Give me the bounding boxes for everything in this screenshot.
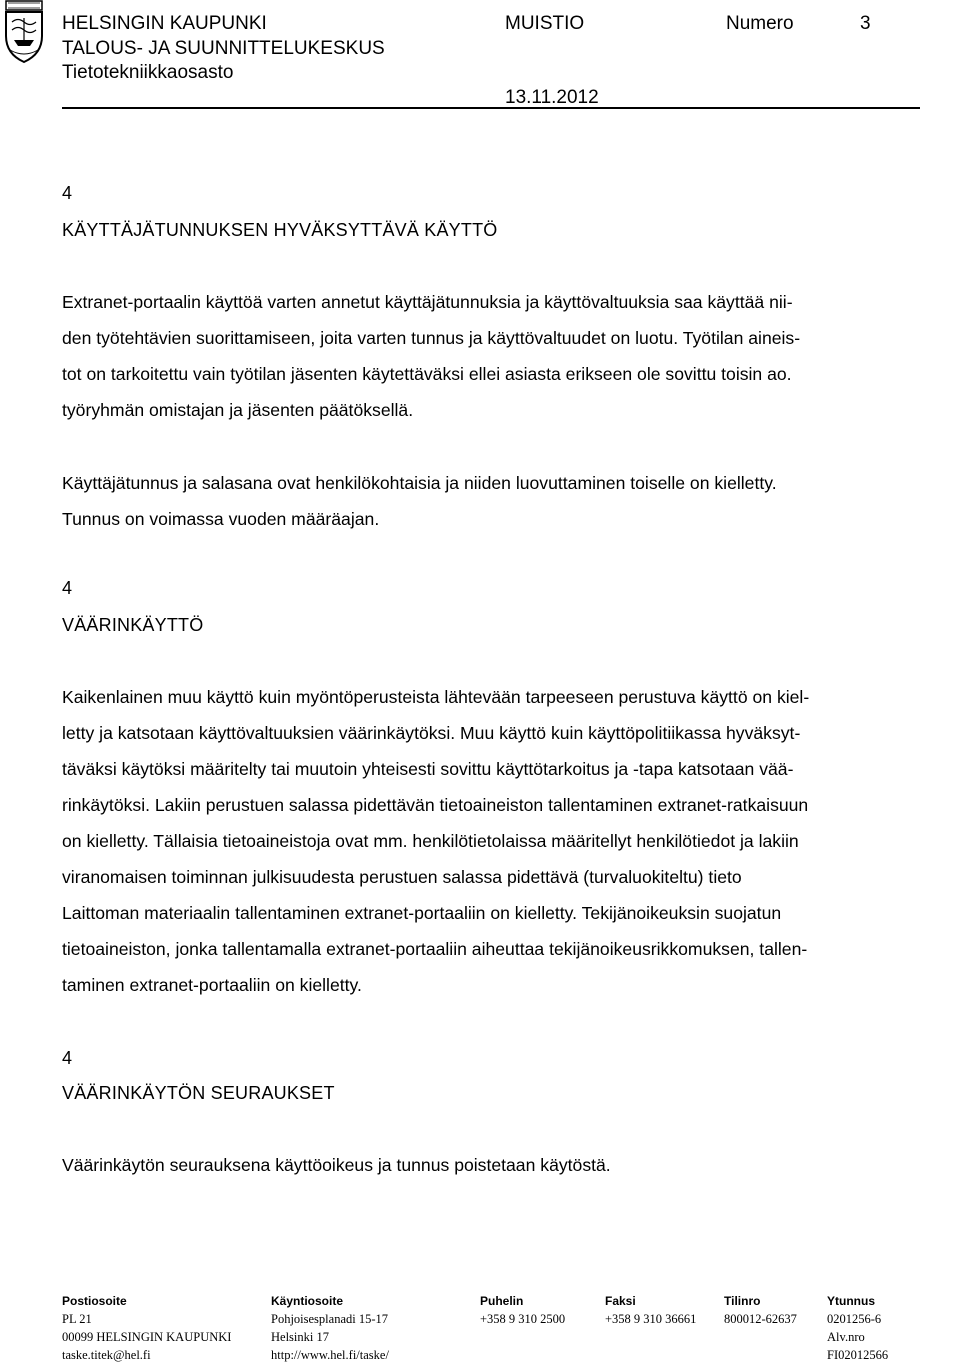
- paragraph-line: viranomaisen toiminnan julkisuudesta perustuen salassa pidettävä (turvaluokiteltu) tieto: [62, 867, 742, 887]
- footer-column-business-id: [827, 1292, 888, 1364]
- footer-value: 00099 HELSINGIN KAUPUNKI: [62, 1330, 232, 1344]
- footer-value: 0201256-6: [827, 1312, 882, 1326]
- footer-column-account: [724, 1292, 797, 1328]
- footer-website: http://www.hel.fi/taske/: [271, 1348, 389, 1362]
- section-heading: VÄÄRINKÄYTTÖ: [62, 615, 204, 635]
- document-date: 13.11.2012: [505, 87, 599, 108]
- paragraph-line: tietoaineiston, jonka tallentamalla extranet-portaaliin aiheuttaa tekijänoikeusrikkomuksen, tallen-: [62, 939, 808, 959]
- paragraph-line: Väärinkäytön seurauksena käyttöoikeus ja tunnus poistetaan käytöstä.: [62, 1155, 611, 1175]
- footer-column-fax: [605, 1292, 696, 1328]
- document-type: MUISTIO: [505, 13, 585, 34]
- footer-heading: Faksi: [605, 1294, 636, 1308]
- footer-column-postal-address: [62, 1292, 231, 1364]
- footer-heading: Postiosoite: [62, 1294, 127, 1308]
- section-heading: VÄÄRINKÄYTÖN SEURAUKSET: [62, 1083, 335, 1103]
- footer-column-phone: [480, 1292, 565, 1328]
- paragraph-line: Extranet-portaalin käyttöä varten annetut käyttäjätunnuksia ja käyttövaltuuksia saa käyttää nii-: [62, 292, 793, 312]
- paragraph: [62, 679, 952, 1003]
- section-number: 4: [62, 578, 73, 598]
- paragraph: [62, 465, 952, 537]
- paragraph-line: Tunnus on voimassa vuoden määräajan.: [62, 509, 380, 529]
- paragraph: [62, 284, 952, 428]
- footer-value: FI02012566: [827, 1348, 889, 1362]
- section-heading: KÄYTTÄJÄTUNNUKSEN HYVÄKSYTTÄVÄ KÄYTTÖ: [62, 220, 498, 240]
- org-name: HELSINGIN KAUPUNKI: [62, 13, 267, 34]
- org-unit: TALOUS- JA SUUNNITTELUKESKUS: [62, 38, 385, 59]
- paragraph: [62, 1147, 952, 1183]
- footer-value: +358 9 310 36661: [605, 1312, 697, 1326]
- city-crest-logo: [2, 0, 46, 72]
- footer-value: Alv.nro: [827, 1330, 865, 1344]
- footer-value: Pohjoisesplanadi 15-17: [271, 1312, 389, 1326]
- section-number: 4: [62, 183, 73, 203]
- footer-column-visiting-address: [271, 1292, 389, 1364]
- paragraph-line: taminen extranet-portaaliin on kielletty.: [62, 975, 362, 995]
- header-divider: [62, 107, 920, 109]
- footer-heading: Käyntiosoite: [271, 1294, 344, 1308]
- paragraph-line: rinkäytöksi. Lakiin perustuen salassa pidettävän tietoaineiston tallentaminen extranet-ratkaisuun: [62, 795, 809, 815]
- footer-value: 800012-62637: [724, 1312, 797, 1326]
- footer-heading: Tilinro: [724, 1294, 761, 1308]
- paragraph-line: täväksi käytöksi määritelty tai muutoin yhteisesti sovittu käyttötarkoitus ja -tapa katsotaan vää-: [62, 759, 794, 779]
- paragraph-line: letty ja katsotaan käyttövaltuuksien väärinkäytöksi. Muu käyttö kuin käyttöpolitiikassa hyväksyt-: [62, 723, 801, 743]
- paragraph-line: Käyttäjätunnus ja salasana ovat henkilökohtaisia ja niiden luovuttaminen toiselle on kielletty.: [62, 473, 777, 493]
- paragraph-line: on kielletty. Tällaisia tietoaineistoja ovat mm. henkilötietolaissa määritellyt henkilötiedot ja lakiin: [62, 831, 799, 851]
- paragraph-line: den työtehtävien suorittamiseen, joita varten tunnus ja käyttövaltuudet on luotu. Työtilan aineis-: [62, 328, 801, 348]
- footer-heading: Puhelin: [480, 1294, 524, 1308]
- paragraph-line: Laittoman materiaalin tallentaminen extranet-portaaliin on kielletty. Tekijänoikeuksin suojatun: [62, 903, 782, 923]
- footer-value: +358 9 310 2500: [480, 1312, 566, 1326]
- footer-email: taske.titek@hel.fi: [62, 1348, 151, 1362]
- footer-heading: Ytunnus: [827, 1294, 875, 1308]
- footer-value: Helsinki 17: [271, 1330, 329, 1344]
- document-number-label: Numero: [726, 13, 794, 34]
- paragraph-line: työryhmän omistajan ja jäsenten päätöksellä.: [62, 400, 414, 420]
- document-number-value: 3: [860, 13, 871, 34]
- section-number: 4: [62, 1048, 73, 1068]
- paragraph-line: Kaikenlainen muu käyttö kuin myöntöperusteista lähtevään tarpeeseen perustuva käyttö on kiel-: [62, 687, 810, 707]
- paragraph-line: tot on tarkoitettu vain työtilan jäsenten käytettäväksi ellei asiasta erikseen ole sovittu toisin ao.: [62, 364, 792, 384]
- footer-value: PL 21: [62, 1312, 92, 1326]
- org-department: Tietotekniikkaosasto: [62, 62, 234, 83]
